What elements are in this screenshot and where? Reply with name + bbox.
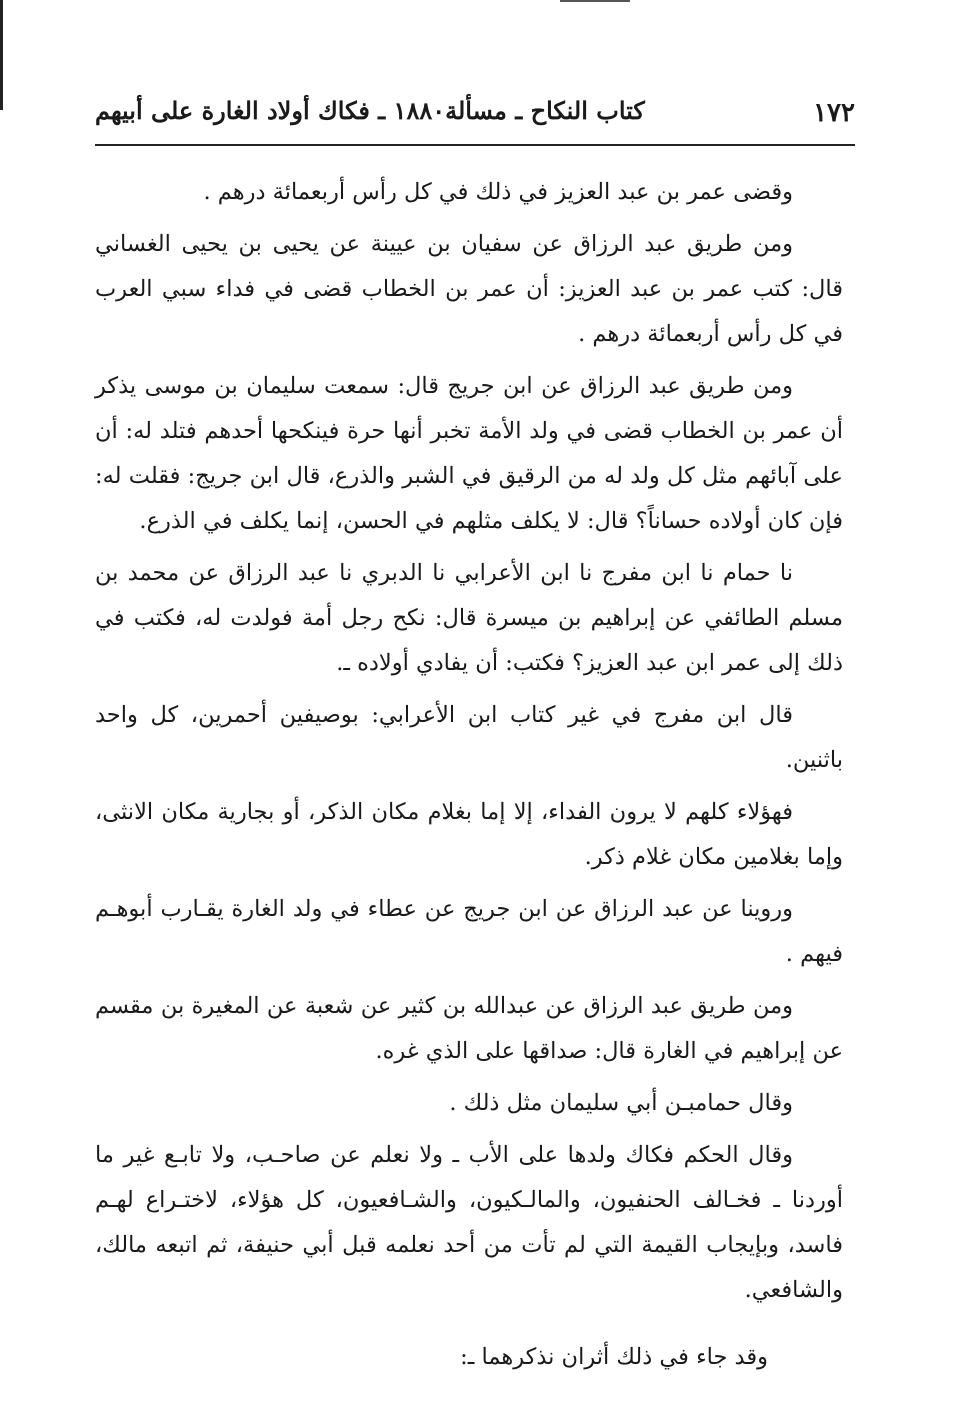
paragraph: وقضى عمر بن عبد العزيز في ذلك في كل رأس أربعمائة درهم .: [203, 179, 793, 205]
paragraph: وروينا عن عبد الرزاق عن ابن جريج عن عطاء في ولد الغارة يقـارب أبوهـم فيهم .: [95, 896, 843, 967]
paragraph: قال ابن مفرج في غير كتاب ابن الأعرابي: بوصيفين أحمرين، كل واحد باثنين.: [95, 702, 843, 773]
paragraph: ومن طريق عبد الرزاق عن ابن جريج قال: سمعت سليمان بن موسى يذكر أن عمر بن الخطاب قضى في ولد الأمة تخبر أنها حرة فينكحها أحدهم فتلد له: أن على آبائهم مثل كل ولد له من الرقيق في الشبر والذرع، قال ابن جريج: فقلت له: فإن كان أولاده حساناً؟ قال: لا يكلف مثلهم في الحسن، إنما يكلف في الذرع.: [95, 373, 843, 534]
body-text: [95, 170, 843, 1387]
page-header: [95, 88, 855, 146]
scan-edge-top: [560, 0, 630, 2]
paragraph: فهؤلاء كلهم لا يرون الفداء، إلا إما بغلام مكان الذكر، أو بجارية مكان الانثى، وإما بغلامين مكان غلام ذكر.: [95, 799, 843, 870]
paragraph: ومن طريق عبد الرزاق عن سفيان بن عيينة عن يحيى بن يحيى الغساني قال: كتب عمر بن عبد العزيز: أن عمر بن الخطاب قضى في فداء سبي العرب في كل رأس أربعمائة درهم .: [95, 231, 843, 347]
header-rule: [95, 144, 855, 146]
paragraph: وقال حمامبـن أبي سليمان مثل ذلك .: [449, 1090, 793, 1116]
page-number: ١٧٢: [813, 98, 855, 128]
paragraph: وقد جاء في ذلك أثران نذكرهما ـ:: [460, 1344, 768, 1370]
paragraph: وقال الحكم فكاك ولدها على الأب ـ ولا نعلم عن صاحـب، ولا تابـع غير ما أوردنا ـ فخـالف الحنفيون، والمالـكيون، والشـافعيون، كل هؤلاء، لاختـراع لهـم فاسد، وبإيجاب القيمة التي لم تأت من أحد نعلمه قبل أبي حنيفة، ثم اتبعه مالك، والشافعي.: [95, 1142, 843, 1303]
scan-edge-left: [0, 0, 3, 110]
paragraph: نا حمام نا ابن مفرج نا ابن الأعرابي نا الدبري نا عبد الرزاق عن محمد بن مسلم الطائفي عن إبراهيم بن ميسرة قال: نكح رجل أمة فولدت له، فكتب في ذلك إلى عمر ابن عبد العزيز؟ فكتب: أن يفادي أولاده ـ.: [95, 560, 843, 676]
paragraph: ومن طريق عبد الرزاق عن عبدالله بن كثير عن شعبة عن المغيرة بن مقسم عن إبراهيم في الغارة قال: صداقها على الذي غره.: [95, 993, 843, 1064]
running-title: كتاب النكاح ـ مسألة١٨٨٠ ـ فكاك أولاد الغارة على أبيهم: [95, 96, 645, 125]
